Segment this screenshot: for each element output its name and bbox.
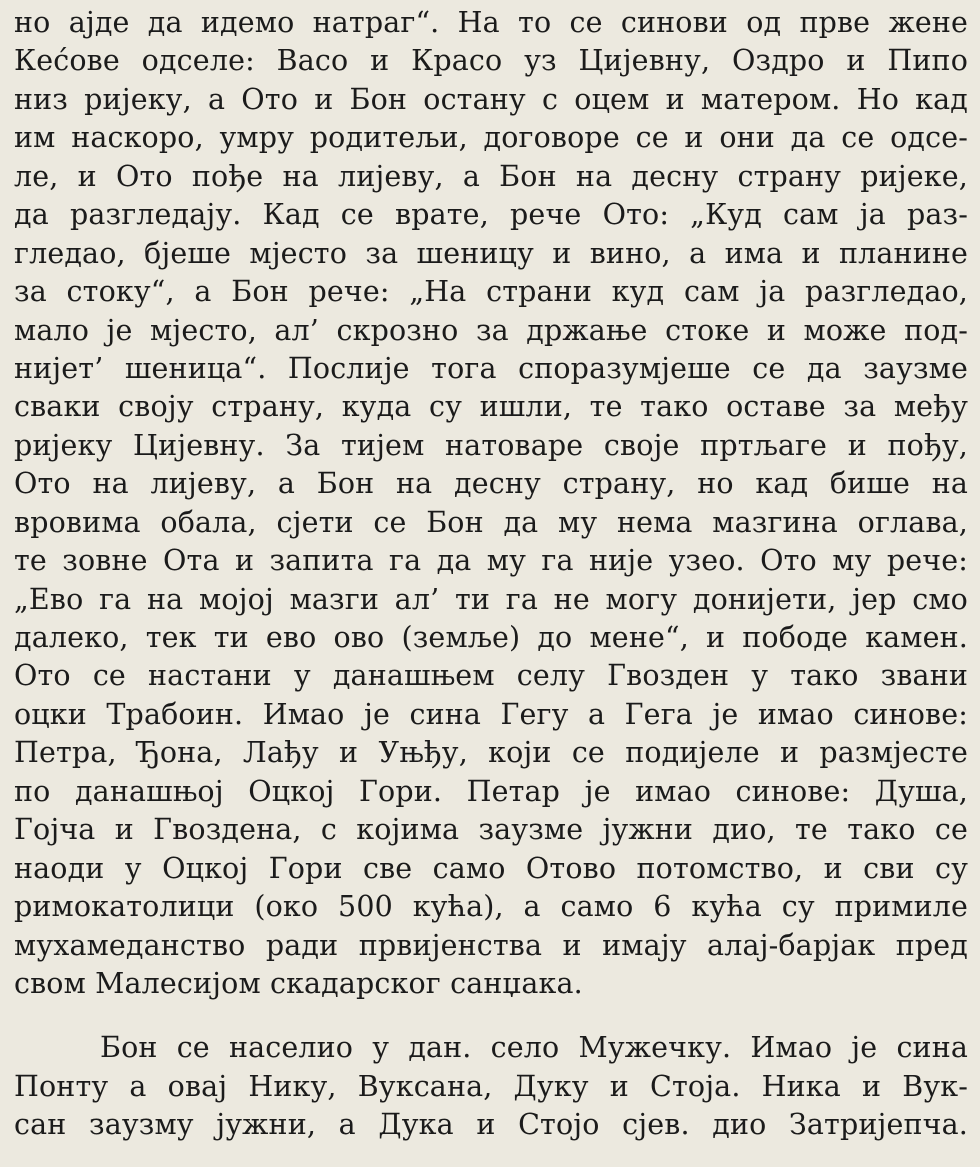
text-line: Ото на лијеву, а Бон на десну страну, но кад бише на <box>14 467 968 501</box>
text-line: наоди у Оцкој Гори све само Отово потомство, и сви су <box>14 851 968 885</box>
text-line: римокатолици (око 500 кућа), а само 6 кућа су примиле <box>14 890 968 924</box>
text-line: мухамеданство ради првијенства и имају алај-барјак пред <box>14 928 968 962</box>
text-line: за стоку“, а Бон рече: „На страни куд сам ја разгледао, <box>14 275 968 309</box>
paragraph-spacer <box>14 1003 968 1029</box>
text-line: свом Малесијом скадарског санџака. <box>14 966 583 1000</box>
text-line: оцки Трабоин. Имао је сина Гегу а Гега је имао синове: <box>14 697 968 731</box>
text-line: им наскоро, умру родитељи, договоре се и они да се одсе- <box>14 121 968 155</box>
text-line: вровима обала, сјети се Бон да му нема мазгина оглава, <box>14 505 968 539</box>
text-line: низ ријеку, а Ото и Бон остану с оцем и матером. Но кад <box>14 82 968 116</box>
text-line: да разгледају. Кад се врате, рече Ото: „Куд сам ја раз- <box>14 198 968 232</box>
text-line: по данашњој Оцкој Гори. Петар је имао синове: Душа, <box>14 774 968 808</box>
text-line: ле, и Ото пође на лијеву, а Бон на десну страну ријеке, <box>14 159 968 193</box>
paragraph-2 <box>14 1029 968 1144</box>
text-line: сваки своју страну, куда су ишли, те тако оставе за међу <box>14 390 968 424</box>
text-line: гледао, бјеше мјесто за шеницу и вино, а има и планине <box>14 236 968 270</box>
text-line: далеко, тек ти ево ово (земље) до мене“, и пободе камен. <box>14 621 968 654</box>
text-line: ријеку Цијевну. За тијем натоваре своје пртљаге и пођу, <box>14 428 968 462</box>
text-line: „Ево га на мојој мазги ал’ ти га не могу донијети, јер смо <box>14 582 968 616</box>
text-line: те зовне Ота и запита га да му га није узео. Ото му рече: <box>14 544 968 578</box>
text-line: Бон се населио у дан. село Мужечку. Имао је сина <box>100 1031 968 1065</box>
text-line: Понту а овај Нику, Вуксана, Дуку и Стоја. Ника и Вук- <box>14 1069 968 1103</box>
text-line: Гојча и Гвоздена, с којима заузме јужни дио, те тако се <box>14 813 968 847</box>
text-line: Ото се настани у данашњем селу Гвозден у тако звани <box>14 659 968 693</box>
text-line: но ајде да идемо натраг“. На то се синови од прве жене <box>14 6 968 39</box>
text-line: Кеćове одселе: Васо и Красо уз Цијевну, Оздро и Пипо <box>14 44 968 78</box>
text-line: нијет’ шеница“. Послије тога споразумјеше се да заузме <box>14 351 968 385</box>
text-line: Петра, Ђона, Лађу и Уњђу, који се подијеле и размјесте <box>14 736 968 770</box>
paragraph-1 <box>14 4 968 1003</box>
text-line: мало је мјесто, ал’ скрозно за држање стоке и може под- <box>14 313 968 347</box>
text-line: сан заузму јужни, а Дука и Стојо сјев. дио Затријепча. <box>14 1108 968 1142</box>
